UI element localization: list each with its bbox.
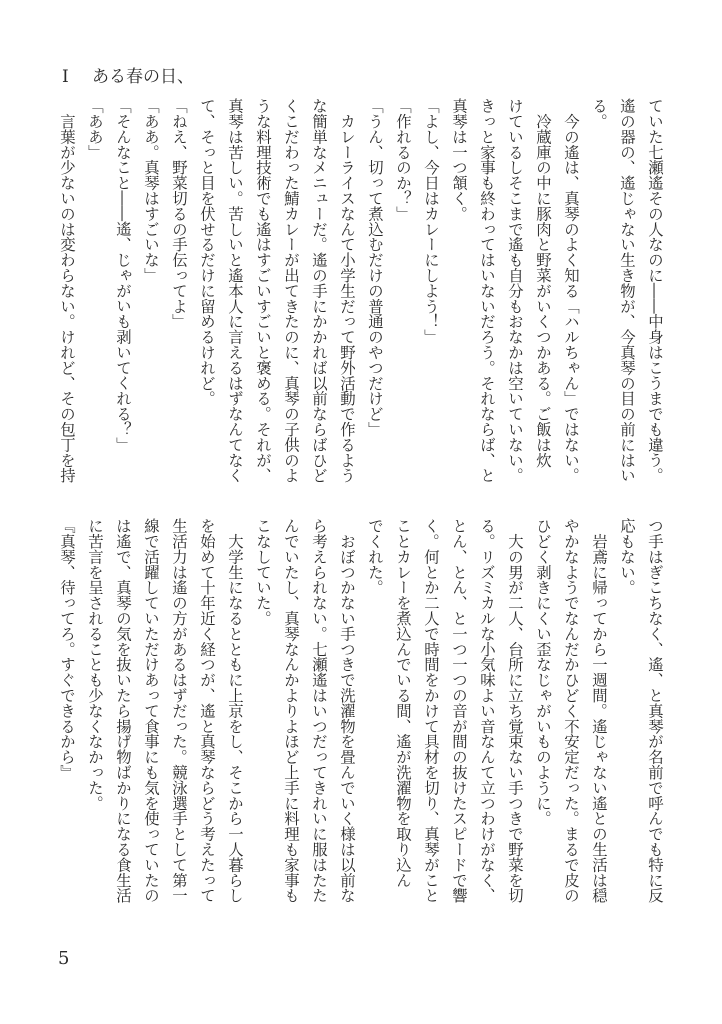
text-line: 大の男が二人、台所に立ち覚束ない手つきで野菜を切: [506, 518, 524, 903]
text-line: こなしていた。: [254, 518, 272, 626]
text-line: 「作れるのか？」: [394, 98, 412, 222]
text-line: 遙の器の、遙じゃない生き物が、今真琴の目の前にはい: [618, 98, 636, 483]
text-line: 真琴は一つ頷く。: [450, 98, 468, 222]
text-line: とん、とん、と一つ一つの音が間の抜けたスピードで響: [450, 518, 468, 903]
text-line: 「よし、今日はカレーにしよう！」: [422, 98, 440, 345]
text-block-bottom: [53, 518, 669, 922]
text-line: ひどく剥きにくい歪なじゃがいものように。: [534, 518, 552, 826]
text-line: に苦言を呈されることも少なくなかった。: [86, 518, 104, 811]
text-line: く。何とか二人で時間をかけて具材を切り、真琴がこと: [422, 518, 440, 903]
text-line: うな料理技術でも遙はすごいすごいと褒める。それが、: [254, 98, 272, 483]
text-line: 「ああ。真琴はすごいな」: [142, 98, 160, 283]
text-line: きっと家事も終わってはいないだろう。それならば、と: [478, 98, 496, 483]
text-line: 「そんなこと――遙、じゃがいも剥いてくれる？」: [114, 98, 132, 453]
chapter-title: ある春の日、: [92, 67, 194, 87]
page-number: 5: [58, 948, 70, 969]
text-line: ていた七瀬遙その人なのに――中身はこうまでも違う。: [646, 98, 664, 483]
text-line: 「ああ」: [86, 98, 104, 160]
text-line: おぼつかない手つきで洗濯物を畳んでいく様は以前な: [338, 518, 356, 903]
text-line: 冷蔵庫の中に豚肉と野菜がいくつかある。ご飯は炊: [534, 98, 552, 468]
text-line: 真琴は苦しい。苦しいと遙本人に言えるはずなんてなく: [226, 98, 244, 483]
text-line: 『真琴、待ってろ。すぐできるから』: [58, 518, 76, 780]
text-line: る。: [590, 98, 608, 129]
text-line: けているしそこまで遙も自分もおなかは空いていない。: [506, 98, 524, 483]
text-line: て、そっと目を伏せるだけに留めるけれど。: [198, 98, 216, 406]
text-line: つ手はぎこちなく、遙、と真琴が名前で呼んでも特に反: [646, 518, 664, 903]
text-line: ことカレーを煮込んでいる間、遙が洗濯物を取り込ん: [394, 518, 412, 888]
text-line: る。リズミカルな小気味よい音なんて立つわけがなく、: [478, 518, 496, 903]
chapter-number: I: [62, 67, 69, 87]
text-line: 「うん、切って煮込むだけの普通のやつだけど」: [366, 98, 384, 437]
text-line: やかなようでなんだかひどく不安定だった。まるで皮の: [562, 518, 580, 903]
text-line: を始めて十年近く経つが、遙と真琴ならどう考えたって: [198, 518, 216, 903]
text-line: ら考えられない。七瀬遙はいつだってきれいに服はたた: [310, 518, 328, 903]
text-line: 今の遙は、真琴のよく知る「ハルちゃん」ではない。: [562, 98, 580, 483]
text-line: 応もない。: [618, 518, 636, 595]
text-line: 線で活躍していただけあって食事にも気を使っていたの: [142, 518, 160, 903]
text-line: 言葉が少ないのは変わらない。けれど、その包丁を持: [58, 98, 76, 483]
text-line: 「ねえ、野菜切るの手伝ってよ」: [170, 98, 188, 329]
text-line: でくれた。: [366, 518, 384, 595]
text-line: くこだわった鯖カレーが出てきたのに、真琴の子供のよ: [282, 98, 300, 483]
text-line: カレーライスなんて小学生だって野外活動で作るよう: [338, 98, 356, 483]
text-line: 岩鳶に帰ってから一週間。遙じゃない遙との生活は穏: [590, 518, 608, 903]
text-line: んでいたし、真琴なんかよりよほど上手に料理も家事も: [282, 518, 300, 903]
text-line: な簡単なメニューだ。遙の手にかかれば以前ならばひど: [310, 98, 328, 483]
text-block-top: [53, 98, 669, 502]
text-line: 生活力は遙の方があるはずだった。競泳選手として第一: [170, 518, 188, 903]
text-line: は遙で、真琴の気を抜いたら揚げ物ばかりになる食生活: [114, 518, 132, 903]
text-line: 大学生になるとともに上京をし、そこから一人暮らし: [226, 518, 244, 903]
running-header: [62, 62, 194, 87]
